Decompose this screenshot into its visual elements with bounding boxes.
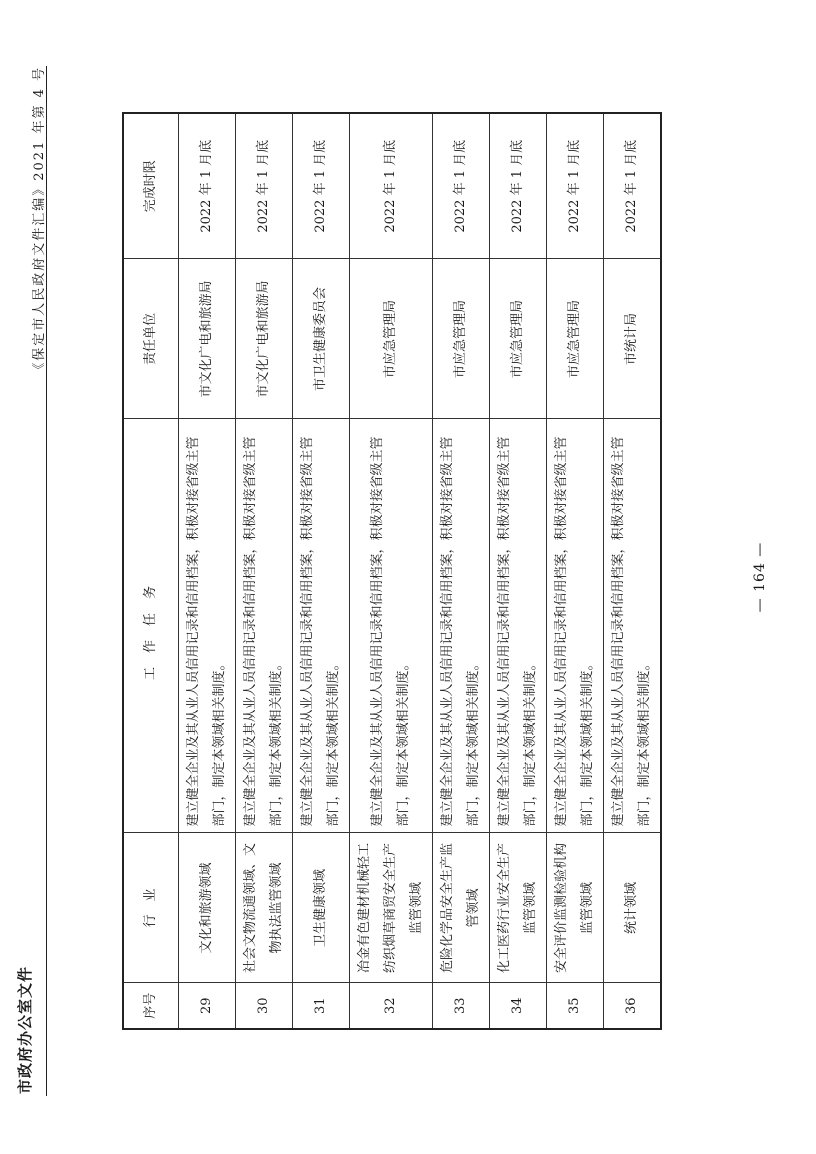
table-row	[236, 113, 293, 1029]
row-responsible-unit: 市应急管理局	[433, 259, 490, 419]
table-header-row	[123, 113, 179, 1029]
row-deadline: 2022 年 1 月底	[179, 113, 236, 259]
row-industry: 化工医药行业安全生产监管领域	[490, 833, 547, 983]
table-row	[350, 113, 433, 1029]
row-deadline: 2022 年 1 月底	[293, 113, 350, 259]
row-responsible-unit: 市卫生健康委员会	[293, 259, 350, 419]
header-rule	[46, 66, 47, 1096]
office-header: 市政府办公室文件	[16, 965, 34, 1094]
row-industry: 危险化学品安全生产监管领域	[433, 833, 490, 983]
row-industry: 卫生健康领域	[293, 833, 350, 983]
row-number: 29	[179, 983, 236, 1029]
col-header-unit: 责任单位	[123, 259, 179, 419]
row-industry: 统计领域	[604, 833, 662, 983]
row-industry: 安全评价监测检验机构监管领域	[547, 833, 604, 983]
row-number: 36	[604, 983, 662, 1029]
row-number: 33	[433, 983, 490, 1029]
row-deadline: 2022 年 1 月底	[490, 113, 547, 259]
row-deadline: 2022 年 1 月底	[604, 113, 662, 259]
table-row	[433, 113, 490, 1029]
table-row	[604, 113, 662, 1029]
col-header-no: 序号	[123, 983, 179, 1029]
row-number: 34	[490, 983, 547, 1029]
row-task: 建立健全企业及其从业人员信用记录和信用档案，积极对接省级主管部门，制定本领域相关制度。	[350, 419, 433, 833]
row-responsible-unit: 市统计局	[604, 259, 662, 419]
row-task: 建立健全企业及其从业人员信用记录和信用档案，积极对接省级主管部门，制定本领域相关制度。	[236, 419, 293, 833]
table-row	[293, 113, 350, 1029]
row-responsible-unit: 市应急管理局	[490, 259, 547, 419]
row-number: 35	[547, 983, 604, 1029]
row-task: 建立健全企业及其从业人员信用记录和信用档案，积极对接省级主管部门，制定本领域相关制度。	[293, 419, 350, 833]
page-number: — 164 —	[752, 541, 768, 613]
row-number: 30	[236, 983, 293, 1029]
row-deadline: 2022 年 1 月底	[547, 113, 604, 259]
row-deadline: 2022 年 1 月底	[350, 113, 433, 259]
row-task: 建立健全企业及其从业人员信用记录和信用档案，积极对接省级主管部门，制定本领域相关制度。	[547, 419, 604, 833]
row-responsible-unit: 市文化广电和旅游局	[236, 259, 293, 419]
row-responsible-unit: 市应急管理局	[547, 259, 604, 419]
row-task: 建立健全企业及其从业人员信用记录和信用档案，积极对接省级主管部门，制定本领域相关制度。	[604, 419, 662, 833]
row-deadline: 2022 年 1 月底	[236, 113, 293, 259]
table-row	[490, 113, 547, 1029]
row-responsible-unit: 市文化广电和旅游局	[179, 259, 236, 419]
col-header-industry: 行 业	[123, 833, 179, 983]
compilation-header: 《保定市人民政府文件汇编》2021 年第 4 号	[32, 66, 47, 376]
row-deadline: 2022 年 1 月底	[433, 113, 490, 259]
col-header-task: 工作任务	[123, 419, 179, 833]
row-industry: 社会文物流通领域、文物执法监管领域	[236, 833, 293, 983]
task-table	[122, 112, 662, 1030]
row-task: 建立健全企业及其从业人员信用记录和信用档案，积极对接省级主管部门，制定本领域相关制度。	[179, 419, 236, 833]
row-industry: 冶金有色建材机械轻工纺织烟草商贸安全生产监管领域	[350, 833, 433, 983]
row-task: 建立健全企业及其从业人员信用记录和信用档案，积极对接省级主管部门，制定本领域相关制度。	[433, 419, 490, 833]
col-header-deadline: 完成时限	[123, 113, 179, 259]
table-row	[547, 113, 604, 1029]
row-industry: 文化和旅游领域	[179, 833, 236, 983]
row-responsible-unit: 市应急管理局	[350, 259, 433, 419]
row-task: 建立健全企业及其从业人员信用记录和信用档案，积极对接省级主管部门，制定本领域相关制度。	[490, 419, 547, 833]
row-number: 31	[293, 983, 350, 1029]
table-row	[179, 113, 236, 1029]
row-number: 32	[350, 983, 433, 1029]
